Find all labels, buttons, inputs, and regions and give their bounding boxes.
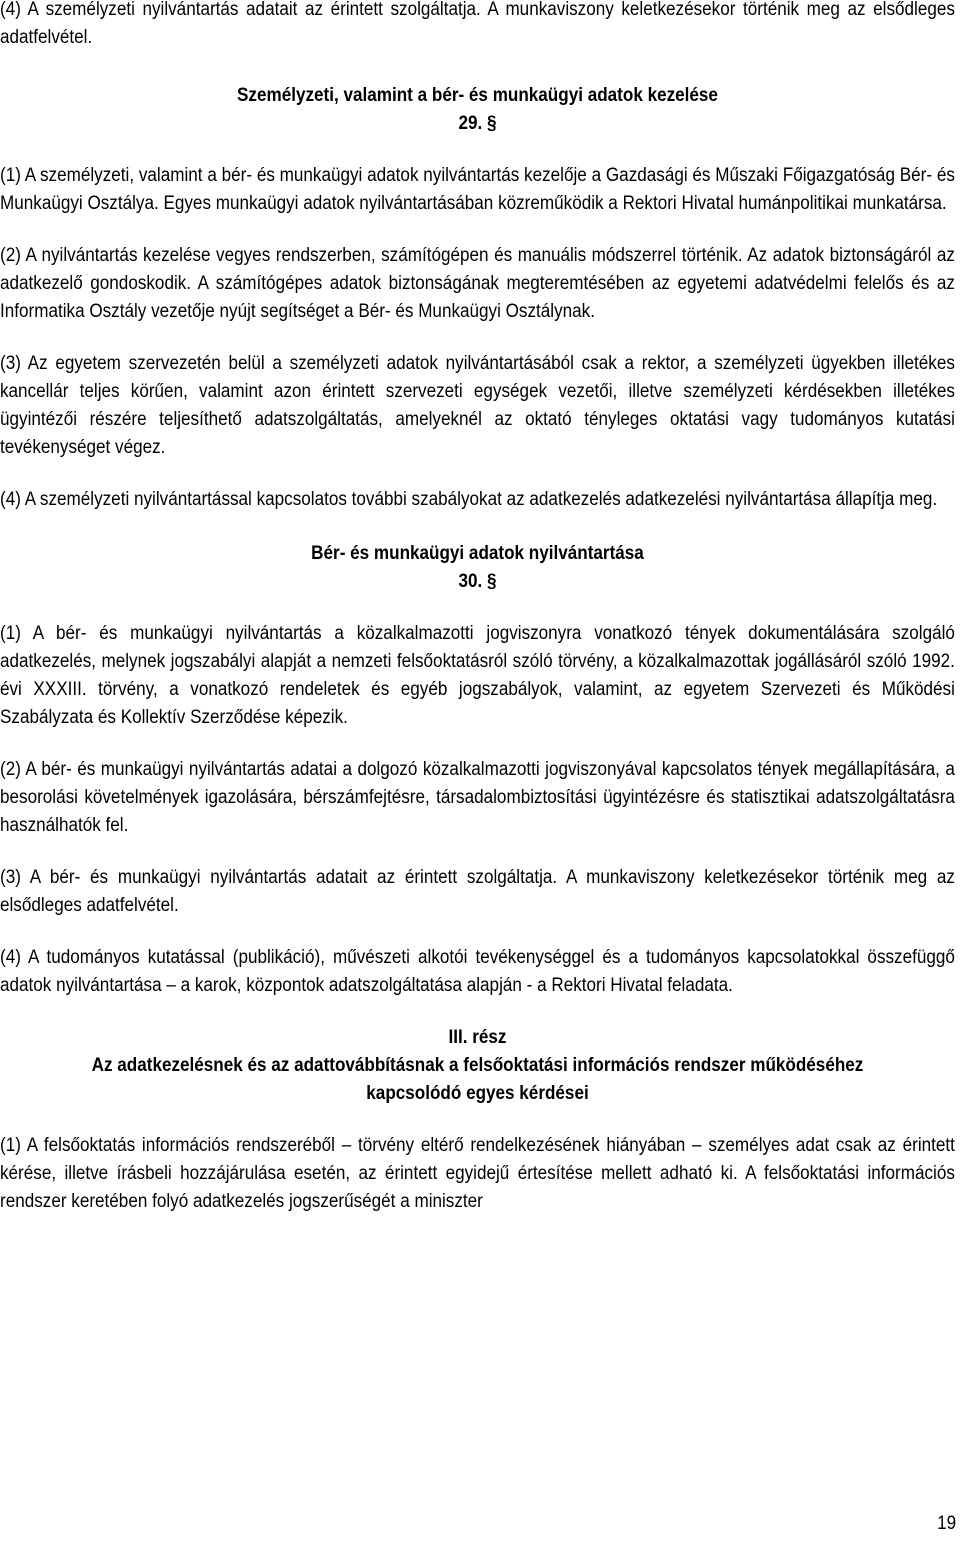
paragraph-top-4: (4) A személyzeti nyilvántartás adatait az érintett szolgáltatja. A munkaviszony keletkezésekor történik meg az elsődleges adatfelvétel. [0,0,955,48]
section-30-heading: Bér- és munkaügyi adatok nyilvántartása [311,543,644,564]
section-30-paragraph-2: (2) A bér- és munkaügyi nyilvántartás adatai a dolgozó közalkalmazotti jogviszonyával kapcsolatos tények megállapítására, a besorolási követelmények igazolására, bérszámfejtésre, társadalombiztosítási ügyintézésre és statisztikai adatszolgáltatásra használhatók fel. [0,759,955,836]
section-29-paragraph-4: (4) A személyzeti nyilvántartással kapcsolatos további szabályokat az adatkezelés adatkezelési nyilvántartása állapítja meg. [0,489,938,510]
section-29-paragraph-2: (2) A nyilvántartás kezelése vegyes rendszerben, számítógépen és manuális módszerrel történik. Az adatok biztonságáról az adatkezelő gondoskodik. A számítógépes adatok biztonságának megteremtésében az egyetemi adatvédelmi felelős és az Informatika Osztály vezetője nyújt segítséget a Bér- és Munkaügyi Osztálynak. [0,245,955,322]
part-3-title-line-2: kapcsolódó egyes kérdései [366,1083,589,1104]
section-30-number: 30. § [458,571,497,592]
part-3-label: III. rész [448,1027,507,1048]
page-number: 19 [936,1513,956,1534]
section-29-paragraph-1: (1) A személyzeti, valamint a bér- és munkaügyi adatok nyilvántartás kezelője a Gazdasági és Műszaki Főigazgatóság Bér- és Munkaügyi Osztálya. Egyes munkaügyi adatok nyilvántartásában közreműködik a Rektori Hivatal humánpolitikai munkatársa. [0,165,955,214]
section-30-paragraph-4: (4) A tudományos kutatással (publikáció), művészeti alkotói tevékenységgel és a tudományos kapcsolatokkal összefüggő adatok nyilvántartása – a karok, központok adatszolgáltatása alapján - a Rektori Hivatal feladata. [0,947,955,996]
part-3-paragraph-1: (1) A felsőoktatás információs rendszeréből – törvény eltérő rendelkezésének hiányában – személyes adat csak az érintett kérése, illetve írásbeli hozzájárulása esetén, az érintett egyidejű értesítése mellett adható ki. A felsőoktatási információs rendszer keretében folyó adatkezelés jogszerűségét a miniszter [0,1135,955,1212]
section-29-number: 29. § [458,113,497,134]
section-29-paragraph-3: (3) Az egyetem szervezetén belül a személyzeti adatok nyilvántartásából csak a rektor, a személyzeti ügyekben illetékes kancellár teljes körűen, valamint azon érintett szervezeti egységek vezetői, illetve személyzeti kérdésekben illetékes ügyintézői részére teljesíthető adatszolgáltatás, amelyeknél az oktató tényleges oktatási vagy tudományos kutatási tevékenységet végez. [0,353,955,458]
part-3-title-line-1: Az adatkezelésnek és az adattovábbításnak a felsőoktatási információs rendszer működéséhez [91,1055,864,1076]
section-29-heading: Személyzeti, valamint a bér- és munkaügyi adatok kezelése [237,85,718,106]
section-30-paragraph-1: (1) A bér- és munkaügyi nyilvántartás a közalkalmazotti jogviszonyra vonatkozó tények dokumentálására szolgáló adatkezelés, melynek jogszabályi alapját a nemzeti felsőoktatásról szóló törvény, a közalkalmazottak jogállásáról szóló 1992. évi XXXIII. törvény, a vonatkozó rendeletek és egyéb jogszabályok, valamint, az egyetem Szervezeti és Működési Szabályzata és Kollektív Szerződése képezik. [0,623,955,728]
section-30-paragraph-3: (3) A bér- és munkaügyi nyilvántartás adatait az érintett szolgáltatja. A munkaviszony keletkezésekor történik meg az elsődleges adatfelvétel. [0,867,955,916]
